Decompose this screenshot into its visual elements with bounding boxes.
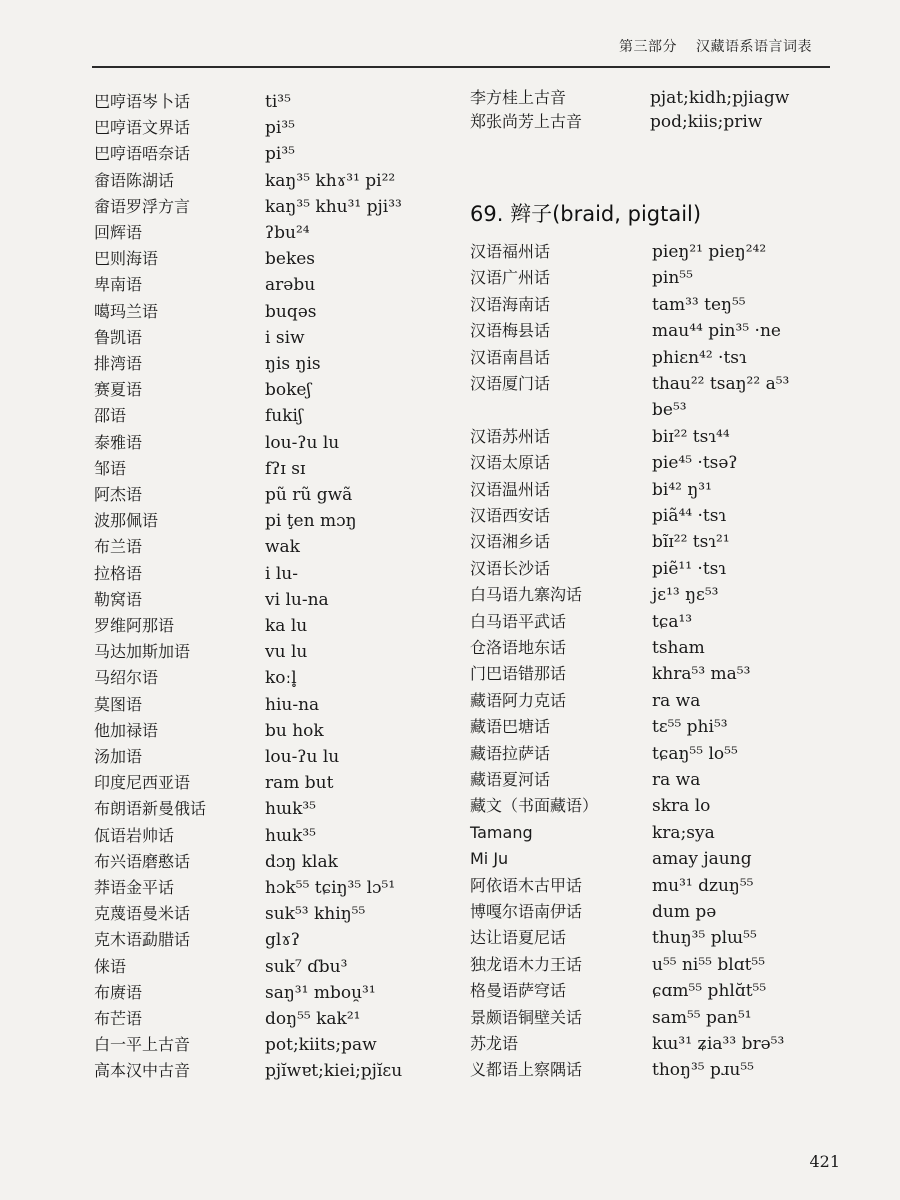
entry-language: 克蔑语曼米话 xyxy=(94,904,191,924)
entry-form: i siw xyxy=(265,327,305,348)
entry-language: 畲语罗浮方言 xyxy=(94,196,191,216)
entry-form: kɯ³¹ ʑia³³ brə⁵³ xyxy=(652,1034,785,1054)
entry-language: 印度尼西亚语 xyxy=(94,773,191,793)
header-rule xyxy=(92,66,830,68)
entry-language: 白一平上古音 xyxy=(94,1035,191,1055)
entry-language: 布兴语磨憨话 xyxy=(94,851,191,871)
entry-form: pi³⁵ xyxy=(265,144,295,165)
entry-form: i lu- xyxy=(265,563,298,584)
entry-form: pjat;kidh;pjiagw xyxy=(650,88,790,108)
entry-form: doŋ⁵⁵ kak²¹ xyxy=(265,1009,361,1029)
entry-form: lou-ʔu lu xyxy=(265,747,340,767)
entry-form: hɯk³⁵ xyxy=(265,825,316,846)
entry-language: 郑张尚芳上古音 xyxy=(470,112,583,131)
entry-language: 布芒语 xyxy=(94,1009,143,1028)
entry-form: tɕa¹³ xyxy=(652,611,693,632)
entry-form: kaŋ³⁵ khu³¹ pji³³ xyxy=(265,196,402,217)
entry-form: suk⁷ ɗbu³ xyxy=(265,956,348,977)
entry-language: 仓洛语地东话 xyxy=(470,638,567,657)
entry-form: kra;sya xyxy=(652,822,715,843)
entry-language: 藏语拉萨话 xyxy=(470,743,551,763)
entry-language: 赛夏语 xyxy=(94,380,143,400)
entry-language: 汉语西安话 xyxy=(470,506,551,525)
entry-form: fukiʃ xyxy=(265,406,303,427)
entry-language: 达让语夏尼话 xyxy=(470,928,567,948)
entry-language: 巴哼语唔奈话 xyxy=(94,144,191,164)
entry-language: 他加禄语 xyxy=(94,720,159,740)
entry-form: bĩɪ²² tsɿ²¹ xyxy=(652,532,730,553)
entry-language: 汉语长沙话 xyxy=(470,558,551,578)
entry-language: 噶玛兰语 xyxy=(94,301,159,321)
entry-form: pi³⁵ xyxy=(265,118,295,139)
entry-form: pjĭwɐt;kiei;pjĭɛu xyxy=(265,1061,403,1082)
entry-language: 汤加语 xyxy=(94,747,143,766)
entry-language: 勒窝语 xyxy=(94,589,143,609)
entry-form: pot;kiits;paw xyxy=(265,1035,377,1056)
entry-language: 泰雅语 xyxy=(94,432,143,452)
entry-language: 布赓语 xyxy=(94,982,143,1002)
entry-form: tsham xyxy=(652,638,705,658)
entry-form: fʔɪ sɪ xyxy=(265,458,306,479)
entry-language: 藏语夏河话 xyxy=(470,770,551,789)
entry-language: 鲁凯语 xyxy=(94,327,143,347)
entry-form: tɛ⁵⁵ phi⁵³ xyxy=(652,717,728,738)
entry-form: mau⁴⁴ pin³⁵ ·ne xyxy=(652,321,781,342)
entry-language: 马达加斯加语 xyxy=(94,642,191,662)
header-part: 第三部分 xyxy=(619,39,678,55)
entry-language: 白马语平武话 xyxy=(470,611,567,631)
entry-form: vu lu xyxy=(265,642,308,663)
entry-form: bokeʃ xyxy=(265,380,312,401)
entry-language: 克木语勐腊话 xyxy=(94,930,191,950)
entry-form: ŋis ŋis xyxy=(265,354,321,374)
entry-form: arəbu xyxy=(265,275,316,296)
entry-form: pie⁴⁵ ·tsəʔ xyxy=(652,453,738,474)
entry-form: pi ţen mɔŋ xyxy=(265,511,357,532)
entry-language: 罗维阿那语 xyxy=(94,616,175,635)
entry-language: 藏语阿力克话 xyxy=(470,690,567,710)
entry-language: 汉语太原话 xyxy=(470,453,551,473)
entry-form: ʔbu²⁴ xyxy=(265,223,310,243)
entry-language: 博嘎尔语南伊话 xyxy=(470,902,583,921)
entry-form: ka lu xyxy=(265,616,308,636)
entry-form: saŋ³¹ mbou̯³¹ xyxy=(265,982,376,1003)
entry-language: 莽语金平话 xyxy=(94,878,175,897)
entry-language: 回辉语 xyxy=(94,223,143,242)
entry-form: dɔŋ klak xyxy=(265,851,338,872)
entry-form: piẽ¹¹ ·tsɿ xyxy=(652,558,727,579)
entry-language: 拉格语 xyxy=(94,563,143,583)
entry-form: bekes xyxy=(265,249,316,270)
entry-form: ram but xyxy=(265,773,334,794)
entry-language: 藏文（书面藏语） xyxy=(470,796,599,816)
entry-language: 莫图语 xyxy=(94,694,143,714)
entry-form: ra wa xyxy=(652,770,701,790)
entry-language: 邵语 xyxy=(94,406,127,426)
entry-form: mu³¹ dzuŋ⁵⁵ xyxy=(652,875,754,896)
entry-language: 门巴语错那话 xyxy=(470,664,567,684)
entry-language: Mi Ju xyxy=(470,849,509,869)
entry-language: 汉语湘乡话 xyxy=(470,532,551,552)
entry-language: 波那佩语 xyxy=(94,511,159,531)
entry-form: ra wa xyxy=(652,690,701,711)
entry-form: jɛ¹³ ŋɛ⁵³ xyxy=(652,585,719,606)
entry-language: 畲语陈湖话 xyxy=(94,170,175,190)
entry-language: 邹语 xyxy=(94,458,127,478)
entry-language: 汉语南昌话 xyxy=(470,347,551,367)
entry-form: suk⁵³ khiŋ⁵⁵ xyxy=(265,904,366,925)
entry-form: pin⁵⁵ xyxy=(652,268,693,289)
entry-form: bi⁴² ŋ³¹ xyxy=(652,479,712,500)
entry-language: 巴哼语文界话 xyxy=(94,118,191,138)
entry-form: kaŋ³⁵ khɤ³¹ pi²² xyxy=(265,170,396,191)
entry-language: 义都语上察隅话 xyxy=(470,1060,583,1080)
entry-form: hiu-na xyxy=(265,694,320,715)
entry-form: buqəs xyxy=(265,301,317,322)
entry-language: 汉语苏州话 xyxy=(470,426,551,446)
entry-language: 苏龙语 xyxy=(470,1034,519,1053)
entry-form: thuŋ³⁵ plɯ⁵⁵ xyxy=(652,928,757,949)
entry-language: 汉语温州话 xyxy=(470,479,551,499)
section-title: 69. 辫子(braid, pigtail) xyxy=(470,202,702,226)
entry-form: hɔk⁵⁵ tɕiŋ³⁵ lɔ⁵¹ xyxy=(265,878,396,898)
entry-language: 白马语九寨沟话 xyxy=(470,585,583,605)
entry-form: hɯk³⁵ xyxy=(265,799,316,820)
entry-form: glɤʔ xyxy=(265,930,301,951)
entry-form: pod;kiis;priw xyxy=(650,112,763,132)
entry-form: tam³³ teŋ⁵⁵ xyxy=(652,294,746,315)
entry-language: 李方桂上古音 xyxy=(470,88,567,107)
entry-language: 马绍尔语 xyxy=(94,668,159,688)
entry-language: 高本汉中古音 xyxy=(94,1061,191,1081)
entry-language: 巴哼语岑卜话 xyxy=(94,92,191,111)
entry-language: 布兰语 xyxy=(94,537,143,557)
entry-language: 巴则海语 xyxy=(94,249,159,269)
entry-language: 藏语巴塘话 xyxy=(470,717,551,737)
entry-language: 格曼语萨穹话 xyxy=(470,981,567,1001)
entry-language: 阿依语木古甲话 xyxy=(470,875,583,895)
entry-language: 景颇语铜壁关话 xyxy=(470,1007,583,1027)
entry-language: 佤语岩帅话 xyxy=(94,825,175,845)
entry-form: be⁵³ xyxy=(652,400,687,421)
entry-form: phiɛn⁴² ·tsɿ xyxy=(652,347,747,368)
entry-form: ti³⁵ xyxy=(265,92,291,112)
entry-form: wak xyxy=(265,537,300,558)
entry-language: 阿杰语 xyxy=(94,485,143,504)
entry-language: 汉语海南话 xyxy=(470,294,551,314)
entry-language: 汉语广州话 xyxy=(470,268,551,288)
entry-form: pũ rũ gwã xyxy=(265,485,353,505)
entry-form: u⁵⁵ ni⁵⁵ blɑt⁵⁵ xyxy=(652,954,766,975)
header-title: 汉藏语系语言词表 xyxy=(696,39,812,55)
entry-language: 卑南语 xyxy=(94,275,143,295)
entry-language: 独龙语木力王话 xyxy=(470,954,583,974)
entry-form: vi lu-na xyxy=(265,589,329,610)
entry-language: 排湾语 xyxy=(94,354,143,373)
entry-form: piã⁴⁴ ·tsɿ xyxy=(652,506,727,526)
entry-form: dum pə xyxy=(652,902,717,922)
entry-language: 汉语福州话 xyxy=(470,242,551,261)
entry-form: khra⁵³ ma⁵³ xyxy=(652,664,751,685)
entry-language: 汉语厦门话 xyxy=(470,374,551,393)
entry-language: Tamang xyxy=(470,822,533,842)
entry-form: ɕɑm⁵⁵ phlɑ̆t⁵⁵ xyxy=(652,981,767,1002)
entry-form: skra lo xyxy=(652,796,711,817)
entry-form: bu hok xyxy=(265,720,324,741)
entry-form: thoŋ³⁵ pɹu⁵⁵ xyxy=(652,1060,754,1081)
entry-form: biɪ²² tsɿ⁴⁴ xyxy=(652,426,730,447)
page-number: 421 xyxy=(809,1152,840,1171)
running-header xyxy=(605,36,812,56)
entry-form: koːl̥ xyxy=(265,668,297,689)
entry-language: 俫语 xyxy=(94,956,127,976)
entry-form: lou-ʔu lu xyxy=(265,432,340,453)
entry-form: thau²² tsaŋ²² a⁵³ xyxy=(652,374,790,394)
entry-language: 汉语梅县话 xyxy=(470,321,551,341)
entry-form: amay jaung xyxy=(652,849,752,870)
entry-form: pieŋ²¹ pieŋ²⁴² xyxy=(652,242,767,262)
entry-form: tɕaŋ⁵⁵ lo⁵⁵ xyxy=(652,743,738,764)
entry-language: 布朗语新曼俄话 xyxy=(94,799,207,819)
entry-form: sam⁵⁵ pan⁵¹ xyxy=(652,1007,752,1028)
